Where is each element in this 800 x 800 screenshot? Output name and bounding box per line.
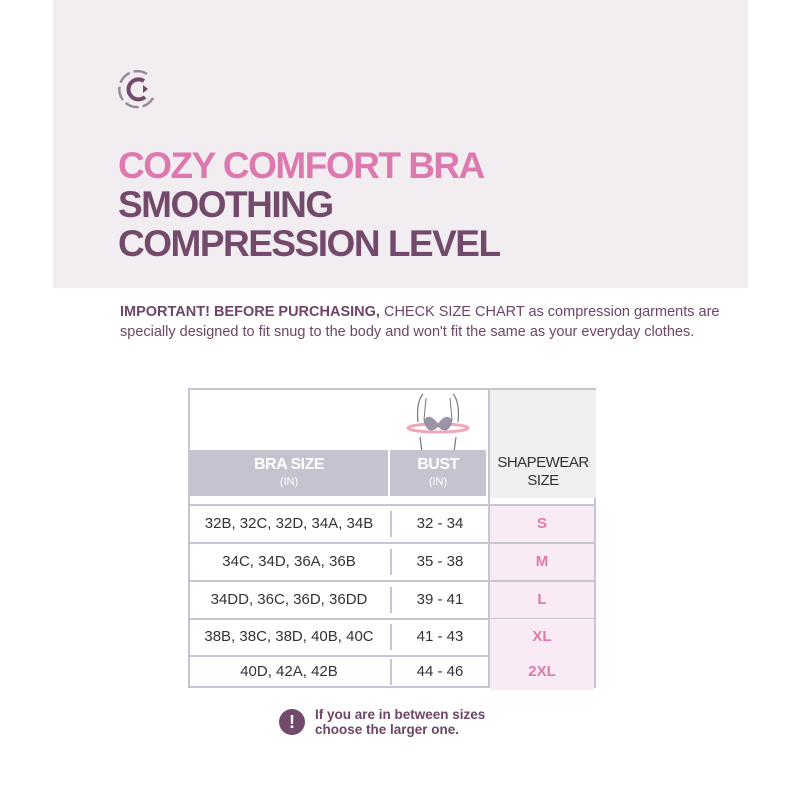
shapewear-label: SHAPEWEAR	[497, 454, 589, 471]
bra-cell: 40D, 42A, 42B	[240, 663, 338, 680]
note-line-2: choose the larger one.	[315, 722, 460, 737]
bust-unit: (IN)	[428, 476, 448, 488]
bust-header	[390, 450, 486, 496]
table-row	[190, 544, 594, 582]
bust-cell: 35 - 38	[390, 549, 488, 575]
shapewear-header	[490, 454, 596, 490]
size-cell: L	[490, 582, 594, 618]
size-cell: XL	[490, 619, 594, 655]
shapewear-size-label: SIZE	[527, 472, 559, 489]
bra-cell: 32B, 32C, 32D, 34A, 34B	[204, 515, 374, 532]
table-row	[190, 506, 594, 544]
bra-cell: 34DD, 36C, 36D, 36DD	[210, 591, 368, 608]
size-cell: M	[490, 544, 594, 580]
size-cell: S	[490, 506, 594, 542]
title-line-3: COMPRESSION LEVEL	[118, 223, 500, 264]
bra-size-label: BRA SIZE	[253, 456, 325, 473]
intro-rest: CHECK SIZE CHART as compression garments are specially designed to fit snug to the body and won't fit the same as your everyday clothes.	[120, 304, 720, 340]
note-line-1: If you are in between sizes	[315, 707, 486, 722]
bust-measure-icon	[398, 392, 478, 452]
table-row	[190, 619, 594, 657]
bra-cell: 38B, 38C, 38D, 40B, 40C	[204, 628, 374, 645]
bra-size-unit: (IN)	[279, 476, 299, 488]
bra-size-header	[190, 450, 388, 496]
size-cell: 2XL	[490, 654, 594, 690]
size-chart-table	[188, 388, 596, 688]
intro-bold: IMPORTANT! BEFORE PURCHASING,	[120, 304, 380, 320]
header-divider	[190, 496, 594, 506]
intro-text	[120, 302, 720, 342]
bust-label: BUST	[417, 456, 459, 473]
bra-cell: 34C, 34D, 36A, 36B	[222, 553, 356, 570]
bust-cell: 44 - 46	[390, 659, 488, 685]
bust-cell: 39 - 41	[390, 587, 488, 613]
bust-cell: 32 - 34	[390, 511, 488, 537]
table-row	[190, 582, 594, 620]
size-note	[315, 707, 485, 737]
exclamation-icon: !	[279, 709, 305, 735]
table-row	[190, 654, 594, 690]
title-line-2: SMOOTHING	[118, 184, 333, 225]
brand-logo-icon	[117, 68, 159, 110]
title-line-1: COZY COMFORT BRA	[118, 145, 484, 186]
bust-cell: 41 - 43	[390, 624, 488, 650]
